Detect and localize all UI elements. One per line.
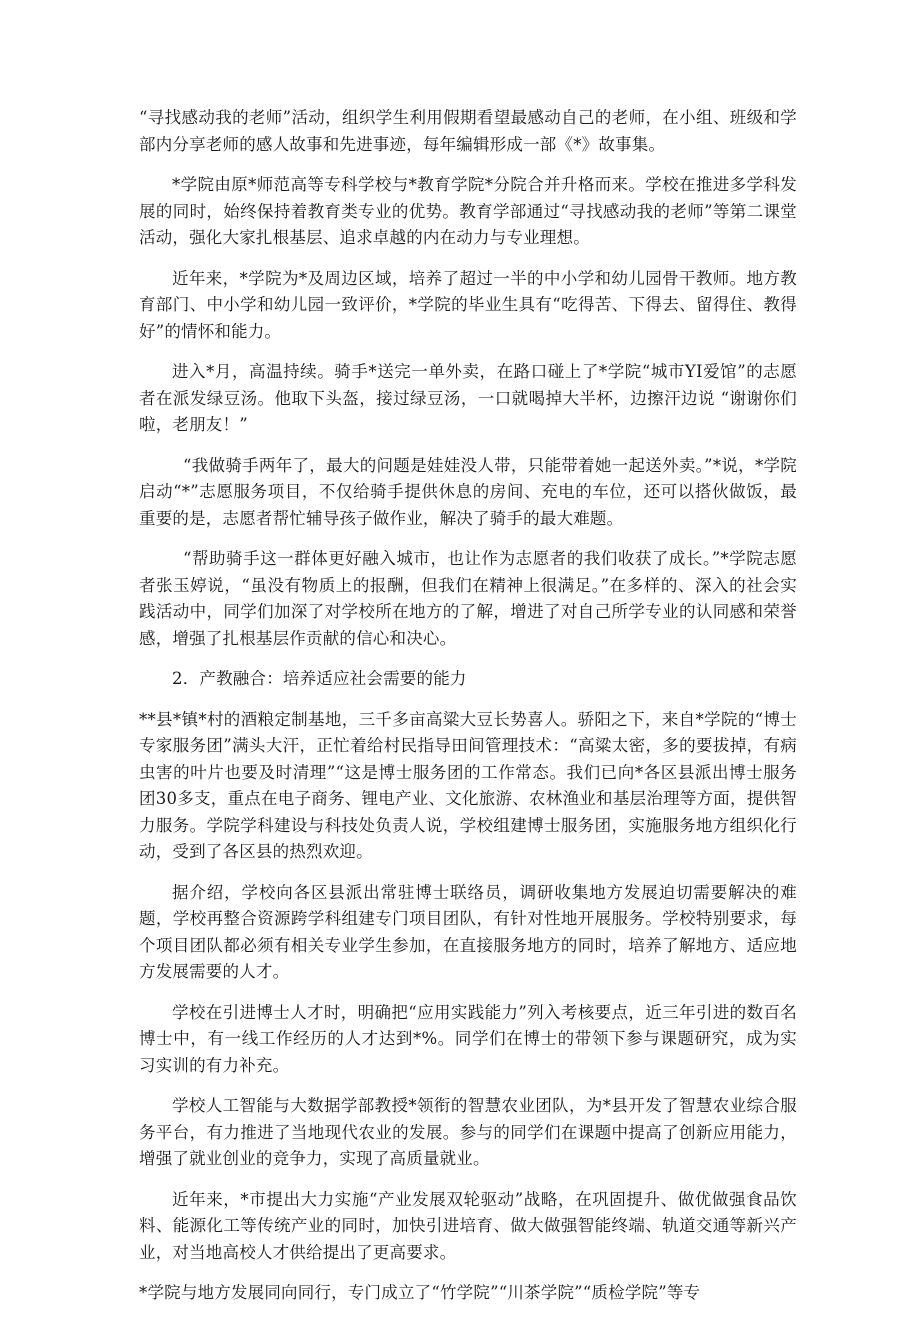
paragraph-2: *学院由原*师范高等专科学校与*教育学院*分院合并升格而来。学校在推进多学科发展的同时，始终保持着教育类专业的优势。教育学部通过“寻找感动我的老师”等第二课堂活动，强化大家扎根基层、追求卓越的内在动力与专业理想。 xyxy=(139,175,797,247)
paragraph-12: *学院与地方发展同向同行，专门成立了“竹学院”“川茶学院”“质检学院”等专 xyxy=(139,1283,701,1302)
paragraph-3: 近年来，*学院为*及周边区域，培养了超过一半的中小学和幼儿园骨干教师。地方教育部门、中小学和幼儿园一致评价，*学院的毕业生具有“吃得苦、下得去、留得住、教得好”的情怀和能力。 xyxy=(139,268,797,341)
paragraph-5: “我做骑手两年了，最大的问题是娃娃没人带，只能带着她一起送外卖。”*说，*学院启动“*”志愿服务项目，不仅给骑手提供休息的房间、充电的车位，还可以搭伙做饭，最重要的是，志愿者帮忙辅导孩子做作业，解决了骑手的最大难题。 xyxy=(139,455,797,528)
paragraph-9: 学校在引进博士人才时，明确把“应用实践能力”列入考核要点，近三年引进的数百名博士中，有一线工作经历的人才达到*%。同学们在博士的带领下参与课题研究，成为实习实训的有力补充。 xyxy=(139,1002,797,1075)
paragraph-6: “帮助骑手这一群体更好融入城市，也让作为志愿者的我们收获了成长。”*学院志愿者张玉婷说，“虽没有物质上的报酬，但我们在精神上很满足。”在多样的、深入的社会实践活动中，同学们加深了对学校所在地方的了解，增进了对自己所学专业的认同感和荣誉感，增强了扎根基层作贡献的信心和决心。 xyxy=(139,549,797,648)
section-heading: 2．产教融合：培养适应社会需要的能力 xyxy=(172,669,467,688)
document-body xyxy=(139,105,797,1321)
paragraph-11: 近年来，*市提出大力实施“产业发展双轮驱动”战略，在巩固提升、做优做强食品饮料、能源化工等传统产业的同时，加快引进培育、做大做强智能终端、轨道交通等新兴产业，对当地高校人才供给提出了更高要求。 xyxy=(139,1189,797,1262)
paragraph-1: “寻找感动我的老师”活动，组织学生利用假期看望最感动自己的老师，在小组、班级和学部内分享老师的感人故事和先进事迹，每年编辑形成一部《*》故事集。 xyxy=(139,108,797,154)
paragraph-8: 据介绍，学校向各区县派出常驻博士联络员，调研收集地方发展迫切需要解决的难题，学校再整合资源跨学科组建专门项目团队，有针对性地开展服务。学校特别要求，每个项目团队都必须有相关专业学生参加，在直接服务地方的同时，培养了解地方、适应地方发展需要的人才。 xyxy=(139,882,797,981)
paragraph-4: 进入*月，高温持续。骑手*送完一单外卖，在路口碰上了*学院“城市YI爱馆”的志愿者在派发绿豆汤。他取下头盔，接过绿豆汤，一口就喝掉大半杯，边擦汗边说 “谢谢你们啦，老朋友！” xyxy=(139,362,797,434)
paragraph-7: **县*镇*村的酒粮定制基地，三千多亩高粱大豆长势喜人。骄阳之下，来自*学院的“博士专家服务团”满头大汗，正忙着给村民指导田间管理技术：“高粱太密，多的要拔掉，有病虫害的叶片也要及时清理”“这是博士服务团的工作常态。我们已向*各区县派出博士服务团30多支，重点在电子商务、锂电产业、文化旅游、农林渔业和基层治理等方面，提供智力服务。学院学科建设与科技处负责人说，学校组建博士服务团，实施服务地方组织化行动，受到了各区县的热烈欢迎。 xyxy=(139,709,797,861)
paragraph-10: 学校人工智能与大数据学部教授*领衔的智慧农业团队，为*县开发了智慧农业综合服务平台，有力推进了当地现代农业的发展。参与的同学们在课题中提高了创新应用能力，增强了就业创业的竞争力，实现了高质量就业。 xyxy=(139,1096,797,1168)
